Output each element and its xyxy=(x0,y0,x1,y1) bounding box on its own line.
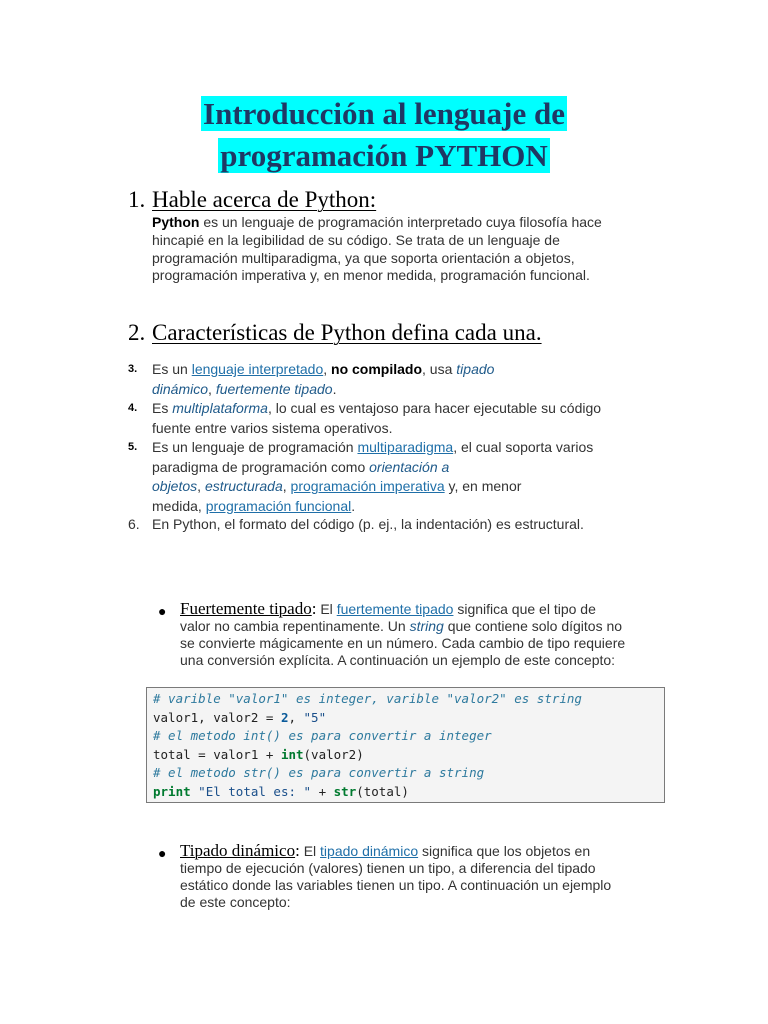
list-item: 4. Es multiplataforma, lo cual es ventajoso para hacer ejecutable su código fuente entre varios sistema operativos. xyxy=(128,400,602,436)
code-line: total = valor1 + int(valor2) xyxy=(153,746,364,762)
bullet-heading: Tipado dinámico xyxy=(180,841,296,860)
link-tipado-dinamico[interactable]: tipado dinámico xyxy=(320,843,419,859)
section-number: 1. xyxy=(128,187,146,212)
code-block xyxy=(146,687,665,803)
bullet-tipado-dinamico: ● Tipado dinámico: El tipado dinámico significa que los objetos en tiempo de ejecución (valores) tienen un tipo, a diferencia del tipado estático donde las variables tienen un tipo. A continuación un ejemplo de este concepto: xyxy=(158,841,612,910)
list-item: 3. Es un lenguaje interpretado, no compilado, usa tipado dinámico, fuertemente tipado. xyxy=(128,361,495,397)
section-title: Características de Python defina cada una. xyxy=(152,320,542,345)
bullet-icon: ● xyxy=(158,603,167,619)
code-comment: # el metodo str() es para convertir a string xyxy=(153,765,485,781)
section-title: Hable acerca de Python: xyxy=(152,187,377,212)
code-comment: # el metodo int() es para convertir a integer xyxy=(153,728,492,744)
section-1-paragraph: Python es un lenguaje de programación interpretado cuya filosofía hace hincapié en la legibilidad de su código. Se trata de un lenguaje de programación multiparadigma, ya que soporta orientación a objetos, programación imperativa y, en menor medida, programación funcional. xyxy=(152,214,602,284)
list-item: 5. Es un lenguaje de programación multiparadigma, el cual soporta varios paradigma de programación como orientación a objetos, estructurada, programación imperativa y, en menor medida, programación funcional. xyxy=(128,439,594,514)
bullet-heading: Fuertemente tipado xyxy=(180,599,312,618)
list-item: 6. En Python, el formato del código (p. ej., la indentación) es estructural. xyxy=(128,516,584,532)
code-line: valor1, valor2 = 2, "5" xyxy=(153,709,327,725)
code-line: print "El total es: " + str(total) xyxy=(153,783,409,799)
link-multiparadigma[interactable]: multiparadigma xyxy=(357,439,454,455)
section-1-heading xyxy=(128,186,376,214)
section-2-heading xyxy=(128,319,542,347)
link-lenguaje-interpretado[interactable]: lenguaje interpretado xyxy=(191,361,324,377)
link-programacion-imperativa[interactable]: programación imperativa xyxy=(290,478,445,494)
link-fuertemente-tipado[interactable]: fuertemente tipado xyxy=(336,601,454,617)
bullet-fuertemente-tipado: ● Fuertemente tipado: El fuertemente tipado significa que el tipo de valor no cambia repentinamente. Un string que contiene solo dígitos no se convierte mágicamente en un número. Cada cambio de tipo requiere una conversión explícita. A continuación un ejemplo de este concepto: xyxy=(158,599,626,668)
document-title-line-2: programación PYTHON xyxy=(220,138,548,173)
link-programacion-funcional[interactable]: programación funcional xyxy=(205,497,352,514)
document-title-line-1: Introducción al lenguaje de xyxy=(203,96,565,131)
code-comment: # varible "valor1" es integer, varible "valor2" es string xyxy=(153,691,582,706)
bullet-icon: ● xyxy=(158,845,167,861)
section-number: 2. xyxy=(128,320,146,345)
